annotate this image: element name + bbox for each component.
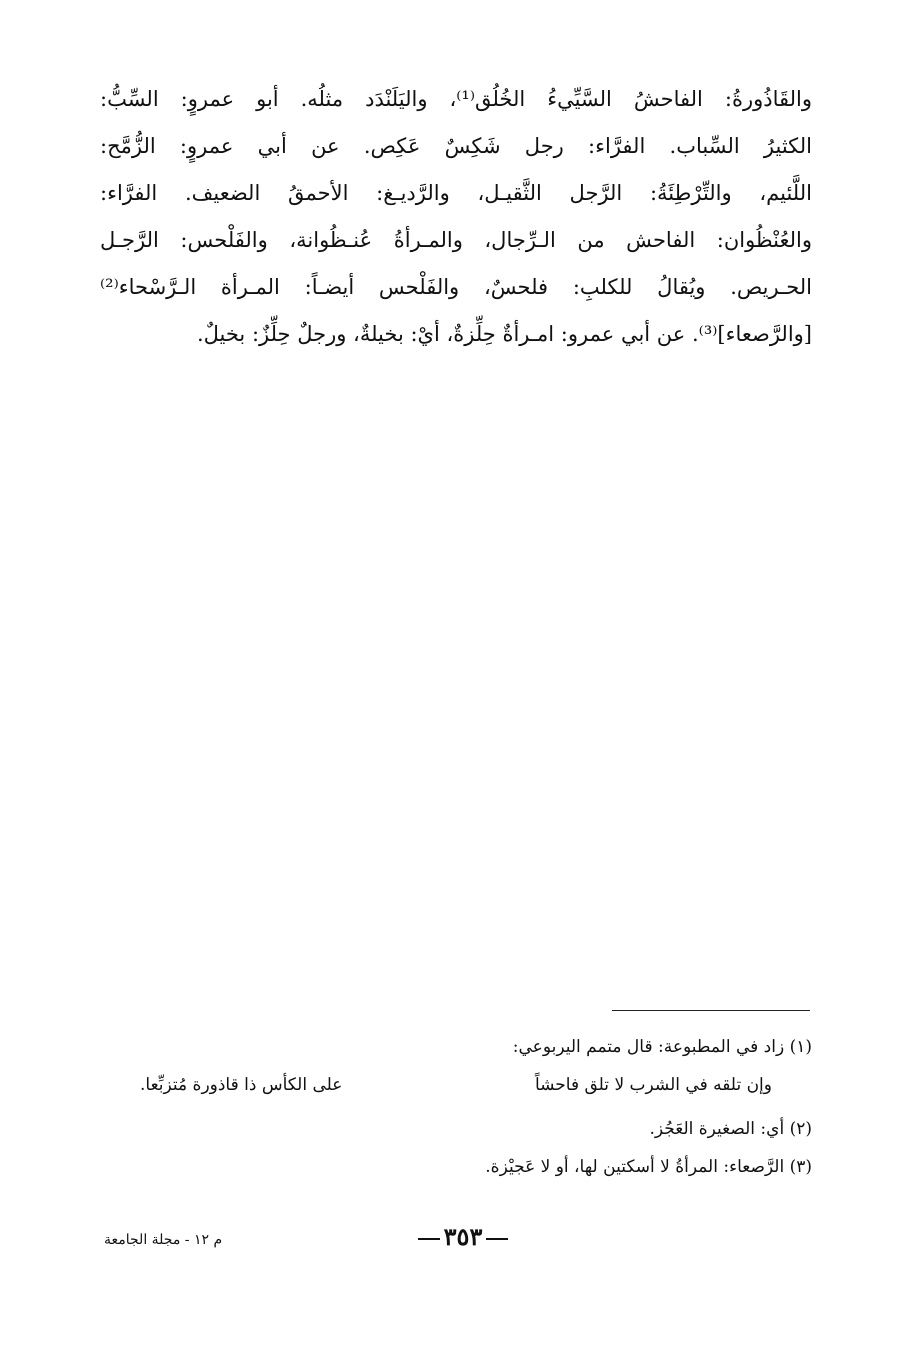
footnote-separator — [612, 1010, 810, 1011]
print-signature: م ١٢ - مجلة الجامعة — [104, 1232, 223, 1248]
footnote-2: (٢) أي: الصغيرة العَجُز. — [649, 1119, 812, 1139]
body-line: الكثيرُ السِّباب. الفرَّاء: رجل شَكِسٌ عَكِص. عن أبي عمروٍ: الزُّمَّح: — [100, 134, 812, 158]
body-line: اللَّئيم، والتِّرْطِئَةُ: الرَّجل الثَّقيـل، والرَّديـغ: الأحمقُ الضعيف. الفرَّاء: — [100, 181, 812, 205]
footnotes — [100, 1028, 812, 1186]
body-line: والعُنْظُوان: الفاحش من الـرِّجال، والمـرأةُ عُنـظُوانة، والفَلْحس: الرَّجـل — [100, 228, 812, 252]
body-line: والقَاذُورةُ: الفاحشُ السَّيِّيءُ الخُلُق⁽¹⁾، واليَلَنْدَد مثلُه. أبو عمروٍ: السِّبُّ: — [100, 87, 812, 111]
footnote-1-verse — [100, 1066, 812, 1104]
main-text — [100, 76, 812, 358]
body-line: [والرَّصعاء]⁽³⁾. عن أبي عمرو: امـرأةٌ حِلِّزةٌ، أيْ: بخيلةٌ، ورجلٌ حِلِّزٌ: بخيلٌ. — [196, 322, 812, 346]
page-number-text: ٣٥٣ — [443, 1222, 483, 1251]
verse-second-hemistich: على الكأس ذا قاذورة مُتزبِّعا. — [140, 1075, 343, 1095]
verse-first-hemistich: وإن تلقه في الشرب لا تلق فاحشاً — [534, 1075, 772, 1095]
footnote-3: (٣) الرَّصعاء: المرأةُ لا أسكتين لها، أو لا عَجيْزة. — [485, 1157, 812, 1177]
page-number — [408, 1222, 518, 1251]
footnote-1: (١) زاد في المطبوعة: قال متمم اليربوعي: — [512, 1037, 812, 1057]
body-line: الحـريص. ويُقالُ للكلبِ: فلحسٌ، والفَلْحس أيضـاً: المـرأة الـرَّسْحاء⁽²⁾ — [100, 275, 812, 299]
